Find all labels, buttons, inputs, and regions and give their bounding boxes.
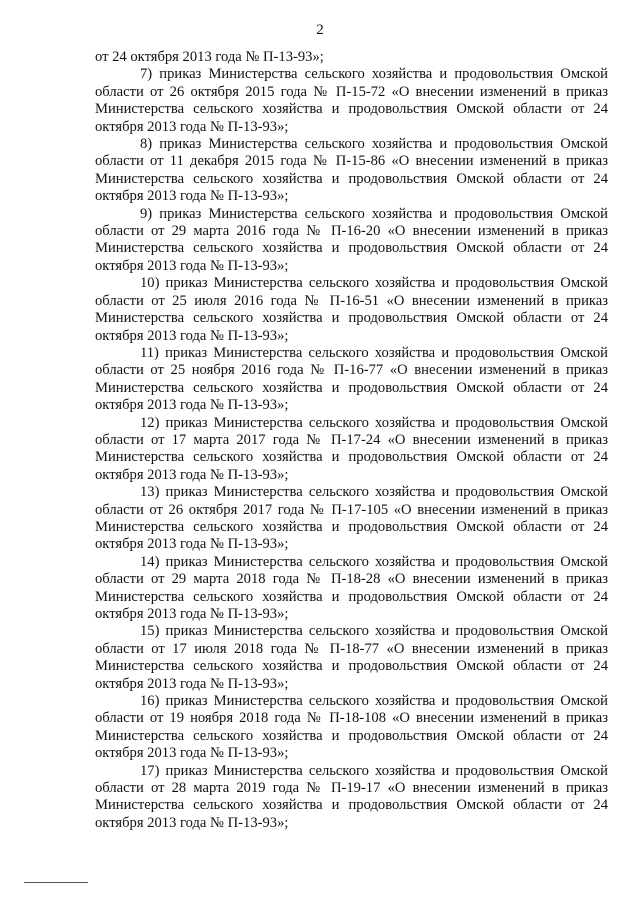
lead-line: от 24 октября 2013 года № П-13-93»; — [95, 49, 324, 65]
list-item: 17) приказ Министерства сельского хозяйства и продовольствия Омской области от 28 марта 2019 года № П-19-17 «О внесении изменений в приказ Министерства сельского хозяйства и продовольствия Омской области от 24 октября 2013 года № П-13-93»; — [95, 762, 608, 831]
list-item: 14) приказ Министерства сельского хозяйства и продовольствия Омской области от 29 марта 2018 года № П-18-28 «О внесении изменений в приказ Министерства сельского хозяйства и продовольствия Омской области от 24 октября 2013 года № П-13-93»; — [95, 553, 608, 622]
list-item: 13) приказ Министерства сельского хозяйства и продовольствия Омской области от 26 октября 2017 года № П-17-105 «О внесении изменений в приказ Министерства сельского хозяйства и продовольствия Омской области от 24 октября 2013 года № П-13-93»; — [95, 484, 608, 553]
page-number: 2 — [316, 22, 324, 38]
list-item: 15) приказ Министерства сельского хозяйства и продовольствия Омской области от 17 июля 2018 года № П-18-77 «О внесении изменений в приказ Министерства сельского хозяйства и продовольствия Омской области от 24 октября 2013 года № П-13-93»; — [95, 623, 608, 692]
list-item: 9) приказ Министерства сельского хозяйства и продовольствия Омской области от 29 марта 2016 года № П-16-20 «О внесении изменений в приказ Министерства сельского хозяйства и продовольствия Омской области от 24 октября 2013 года № П-13-93»; — [95, 205, 608, 274]
document-body — [95, 49, 608, 832]
list-item: 12) приказ Министерства сельского хозяйства и продовольствия Омской области от 17 марта 2017 года № П-17-24 «О внесении изменений в приказ Министерства сельского хозяйства и продовольствия Омской области от 24 октября 2013 года № П-13-93»; — [95, 414, 608, 483]
list-item: 10) приказ Министерства сельского хозяйства и продовольствия Омской области от 25 июля 2016 года № П-16-51 «О внесении изменений в приказ Министерства сельского хозяйства и продовольствия Омской области от 24 октября 2013 года № П-13-93»; — [95, 275, 608, 344]
list-item: 8) приказ Министерства сельского хозяйства и продовольствия Омской области от 11 декабря 2015 года № П-15-86 «О внесении изменений в приказ Министерства сельского хозяйства и продовольствия Омской области от 24 октября 2013 года № П-13-93»; — [95, 136, 608, 205]
list-item: 7) приказ Министерства сельского хозяйства и продовольствия Омской области от 26 октября 2015 года № П-15-72 «О внесении изменений в приказ Министерства сельского хозяйства и продовольствия Омской области от 24 октября 2013 года № П-13-93»; — [95, 66, 608, 135]
footer-divider — [24, 882, 88, 883]
list-item: 16) приказ Министерства сельского хозяйства и продовольствия Омской области от 19 ноября 2018 года № П-18-108 «О внесении изменений в приказ Министерства сельского хозяйства и продовольствия Омской области от 24 октября 2013 года № П-13-93»; — [95, 693, 608, 762]
list-item: 11) приказ Министерства сельского хозяйства и продовольствия Омской области от 25 ноября 2016 года № П-16-77 «О внесении изменений в приказ Министерства сельского хозяйства и продовольствия Омской области от 24 октября 2013 года № П-13-93»; — [95, 344, 608, 414]
